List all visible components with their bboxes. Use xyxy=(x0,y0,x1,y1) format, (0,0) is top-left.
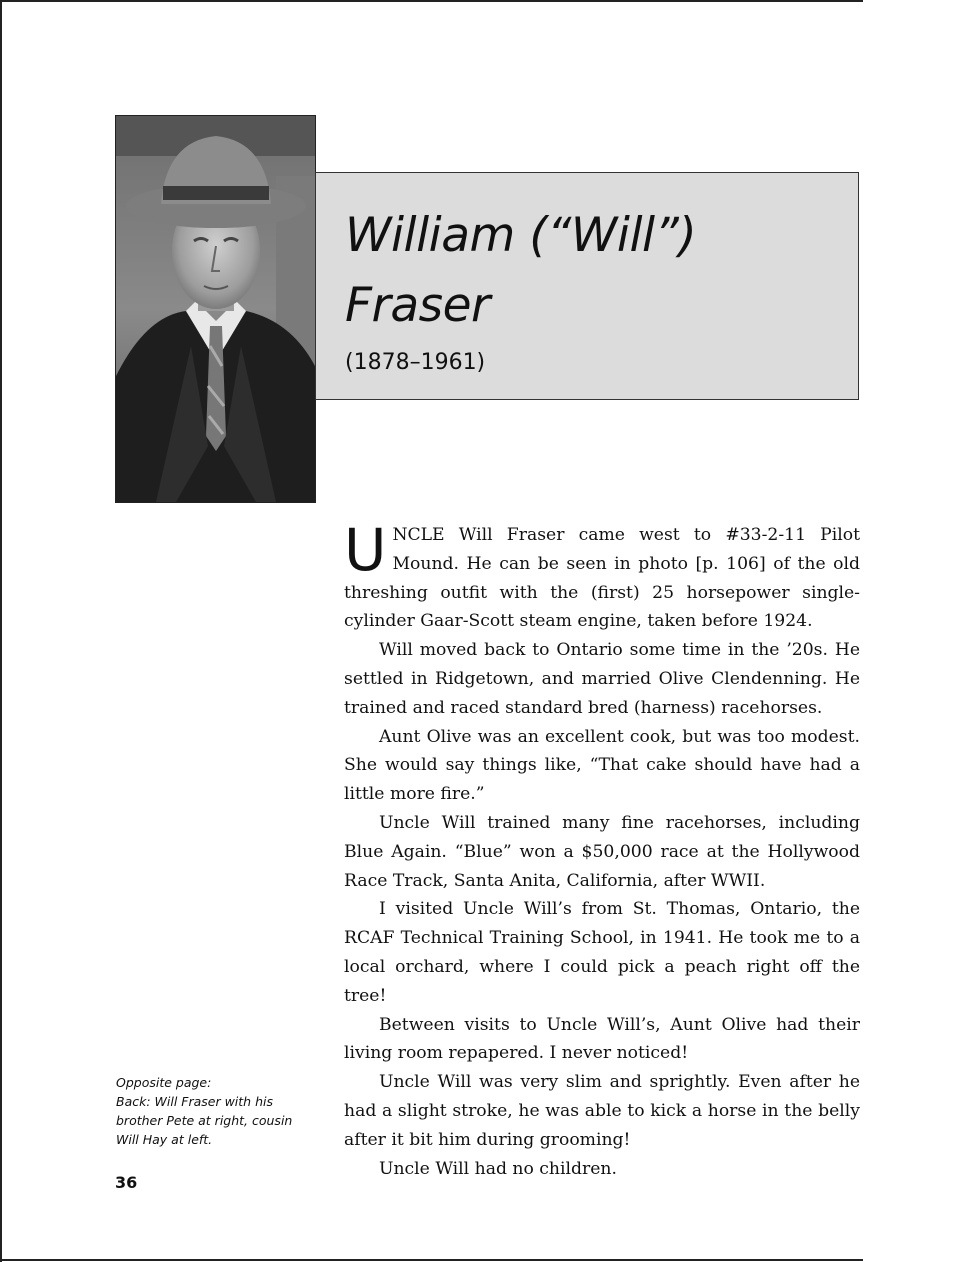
page-border-left xyxy=(0,0,2,1262)
paragraph-6: Between visits to Uncle Will’s, Aunt Olive had their living room repapered. I never noticed! xyxy=(344,1014,860,1064)
man-with-hat-photo-icon xyxy=(116,116,315,502)
caption-line: Opposite page: xyxy=(116,1075,212,1090)
page-border-bottom xyxy=(0,1259,863,1261)
paragraph-7: Uncle Will was very slim and sprightly. Even after he had a slight stroke, he was able to kick a horse in the belly after it bit him during grooming! xyxy=(344,1072,860,1150)
drop-cap: U xyxy=(344,516,387,584)
portrait-photo xyxy=(115,115,316,503)
paragraph-5: I visited Uncle Will’s from St. Thomas, Ontario, the RCAF Technical Training School, in 1941. He took me to a local orchard, where I could pick a peach right off the tree! xyxy=(344,899,860,1006)
page-border-top xyxy=(0,0,863,2)
title-box xyxy=(315,172,859,400)
paragraph-1-text: NCLE Will Fraser came west to #33-2-11 Pilot Mound. He can be seen in photo [p. 106] of the old threshing outfit with the (first) 25 horsepower single-cylinder Gaar-Scott steam engine, taken before 1924. xyxy=(344,525,860,632)
paragraph-4: Uncle Will trained many fine racehorses, including Blue Again. “Blue” won a $50,000 race at the Hollywood Race Track, Santa Anita, California, after WWII. xyxy=(344,812,860,891)
paragraph-2: Will moved back to Ontario some time in the ’20s. He settled in Ridgetown, and married Olive Clendenning. He trained and raced standard bred (harness) racehorses. xyxy=(344,640,860,718)
paragraph-8: Uncle Will had no children. xyxy=(379,1158,617,1179)
photo-caption xyxy=(116,1073,316,1149)
caption-line: brother Pete at right, cousin xyxy=(116,1113,293,1128)
title-line-1: William (“Will”) xyxy=(345,208,697,263)
life-dates: (1878–1961) xyxy=(345,350,486,375)
caption-line: Will Hay at left. xyxy=(116,1132,213,1147)
paragraph-3: Aunt Olive was an excellent cook, but was too modest. She would say things like, “That cake should have had a little more fire.” xyxy=(344,726,860,805)
paragraph-1 xyxy=(344,516,860,636)
caption-line: Back: Will Fraser with his xyxy=(116,1094,273,1109)
title-line-2: Fraser xyxy=(345,278,490,333)
page-title xyxy=(345,201,845,341)
page-number: 36 xyxy=(115,1173,138,1192)
article-body xyxy=(344,516,860,1183)
